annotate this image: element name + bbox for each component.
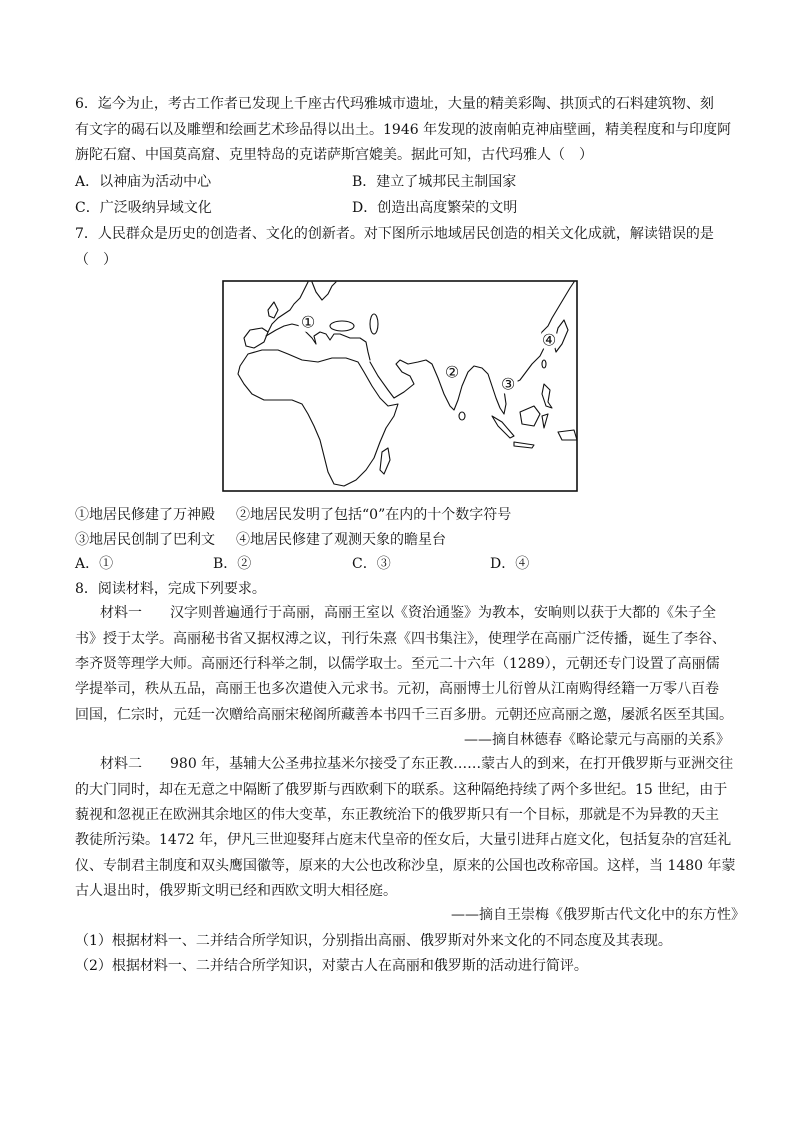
map-frame [223, 281, 577, 491]
q7-stem-line-1: 7．人民群众是历史的创造者、文化的创新者。对下图所示地域居民创造的相关文化成就，解读错误的是 [75, 226, 714, 242]
q6-option-b: B．建立了城邦民主制国家 [352, 174, 517, 190]
q7-statement-4: ④地居民修建了观测天象的瞻星台 [236, 532, 446, 548]
q7-option-c: C．③ [352, 556, 391, 572]
map-marker-1 [299, 313, 317, 332]
q8-material2-line-3: 藐视和忽视正在欧洲其余地区的伟大变革，东正教统治下的俄罗斯只有一个目标，那就是不为异教的天主 [75, 807, 719, 823]
q8-material2-line-6: 古人退出时，俄罗斯文明已经和西欧文明大相径庭。 [75, 883, 397, 899]
world-map-figure [222, 280, 578, 492]
q8-material1-line-3: 李齐贤等理学大师。高丽还行科举之制，以儒学取士。至元二十六年（1289），元朝还专门设置了高丽儒 [75, 656, 720, 672]
q8-stem: 8．阅读材料，完成下列要求。 [75, 581, 266, 597]
q7-statement-3: ③地居民创制了巴利文 [75, 532, 215, 548]
q8-task-1: （1）根据材料一、二并结合所学知识，分别指出高丽、俄罗斯对外来文化的不同态度及其表现。 [75, 933, 672, 949]
q7-statement-1: ①地居民修建了万神殿 [75, 507, 215, 523]
q6-stem-line-2: 有文字的碣石以及雕塑和绘画艺术珍品得以出土。1946 年发现的波南帕克神庙壁画，精美程度和与印度阿 [75, 122, 732, 138]
world-map-svg [222, 280, 578, 492]
map-marker-4-label: ④ [541, 330, 557, 350]
map-marker-4 [540, 331, 558, 350]
q6-stem-line-3: 旃陀石窟、中国莫高窟、克里特岛的克诺萨斯宫媲美。据此可知，古代玛雅人（ ） [75, 147, 593, 163]
q6-option-c: C．广泛吸纳异域文化 [75, 200, 212, 216]
map-marker-1-label: ① [300, 312, 316, 332]
q8-material2-line-4: 教徒所污染。1472 年，伊凡三世迎娶拜占庭末代皇帝的侄女后，大量引进拜占庭文化，包括复杂的宫廷礼 [75, 832, 732, 848]
q7-stem-line-2: （ ） [75, 252, 117, 268]
q7-option-b: B．② [213, 556, 252, 572]
q6-option-a: A．以神庙为活动中心 [75, 174, 212, 190]
q8-material1-line-1: 材料一 汉字则普遍通行于高丽，高丽王室以《资治通鉴》为教本，安晌则以获于大都的《朱子全 [100, 605, 716, 621]
map-marker-2-label: ② [444, 362, 460, 382]
q8-material2-line-2: 的大门同时，却在无意之中隔断了俄罗斯与西欧剩下的联系。这种隔绝持续了两个多世纪。15 世纪，由于 [75, 782, 728, 798]
q8-material1-line-2: 书》授于太学。高丽秘书省又据权溥之议，刊行朱熹《四书集注》，使理学在高丽广泛传播，诞生了李谷、 [75, 631, 726, 647]
q7-option-d: D．④ [490, 556, 530, 572]
q6-stem-line-1: 6．迄今为止，考古工作者已发现上千座古代玛雅城市遗址，大量的精美彩陶、拱顶式的石料建筑物、刻 [75, 96, 714, 112]
q8-task-2: （2）根据材料一、二并结合所学知识，对蒙古人在高丽和俄罗斯的活动进行简评。 [75, 958, 588, 974]
q8-material2-source: ——摘自王崇梅《俄罗斯古代文化中的东方性》 [451, 907, 745, 923]
q7-option-a: A．① [75, 556, 114, 572]
q8-material2-line-5: 仪、专制君主制度和双头鹰国徽等，原来的大公也改称沙皇，原来的公国也改称帝国。这样，当 1480 年蒙 [75, 858, 736, 874]
map-marker-2 [443, 363, 461, 382]
q7-statement-2: ②地居民发明了包括“0”在内的十个数字符号 [236, 507, 512, 523]
q6-option-d: D．创造出高度繁荣的文明 [352, 200, 518, 216]
q8-material1-line-4: 学提举司，秩从五品，高丽王也多次遣使入元求书。元初，高丽博士儿衍曾从江南购得经籍一万零八百卷 [75, 681, 719, 697]
map-marker-3 [499, 375, 517, 394]
q8-material1-line-5: 回国，仁宗时，元廷一次赠给高丽宋秘阁所藏善本书四千三百多册。元朝还应高丽之邀，屡派名医至其国。 [75, 707, 733, 723]
map-marker-3-label: ③ [500, 374, 516, 394]
q8-material2-line-1: 材料二 980 年，基辅大公圣弗拉基米尔接受了东正教……蒙古人的到来，在打开俄罗斯与亚洲交往 [100, 756, 734, 772]
q8-material1-source: ——摘自林德春《略论蒙元与高丽的关系》 [464, 732, 730, 748]
